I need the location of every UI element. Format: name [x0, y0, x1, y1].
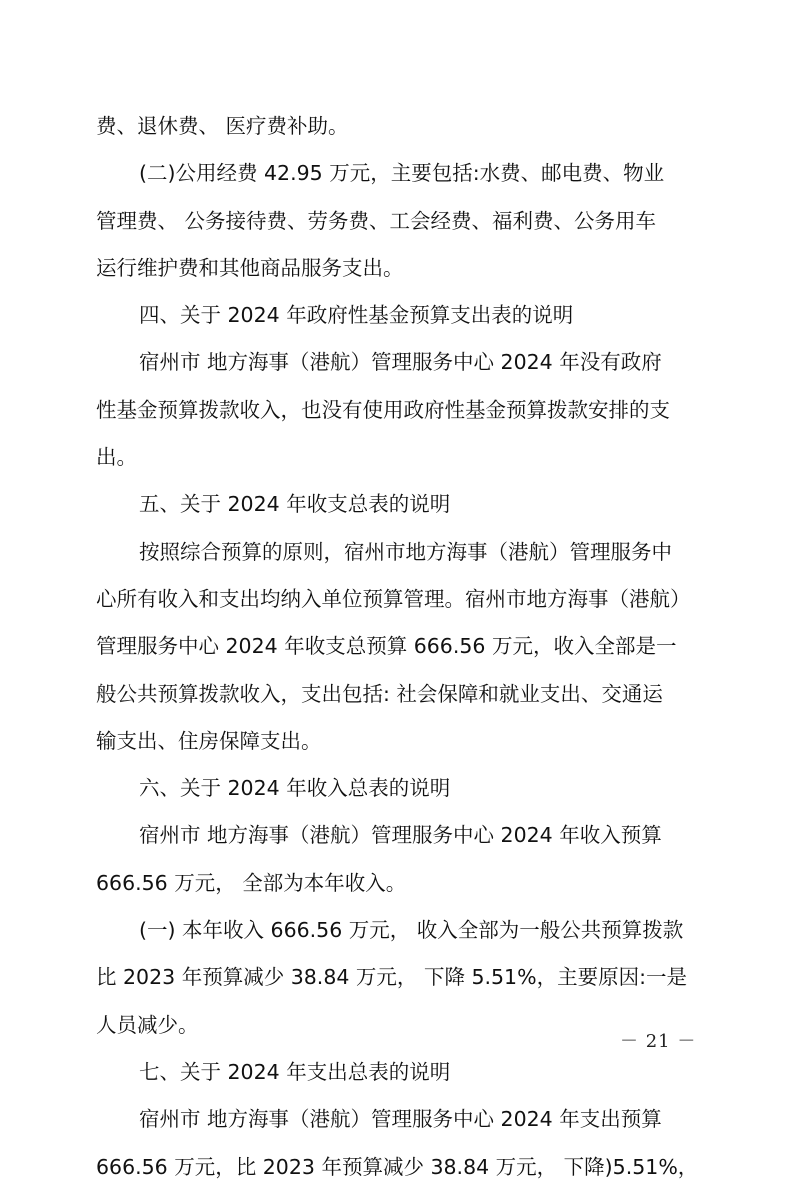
text-line: 比 2023 年预算减少 38.84 万元， 下降 5.51%，主要原因:一是 — [96, 965, 687, 990]
section-heading: 四、关于 2024 年政府性基金预算支出表的说明 — [139, 303, 574, 328]
text-line: (一) 本年收入 666.56 万元， 收入全部为一般公共预算拨款 — [139, 918, 684, 943]
text-line: 按照综合预算的原则，宿州市地方海事（港航）管理服务中 — [139, 539, 672, 564]
text-line: 666.56 万元， 全部为本年收入。 — [96, 870, 407, 895]
text-line: 输支出、住房保障支出。 — [96, 728, 322, 753]
section-heading: 五、关于 2024 年收支总表的说明 — [139, 492, 451, 517]
text-line: 管理费、 公务接待费、劳务费、工会经费、福利费、公务用车 — [96, 208, 657, 233]
text-line: 出。 — [96, 445, 137, 470]
text-line: 宿州市 地方海事（港航）管理服务中心 2024 年没有政府 — [139, 350, 662, 375]
text-line: 性基金预算拨款收入，也没有使用政府性基金预算拨款安排的支 — [96, 397, 670, 422]
text-line: 宿州市 地方海事（港航）管理服务中心 2024 年支出预算 — [139, 1107, 662, 1132]
page-number: － 21 － — [620, 1031, 697, 1052]
section-heading: 六、关于 2024 年收入总表的说明 — [139, 776, 451, 801]
text-line: 费、退休费、 医疗费补助。 — [96, 114, 349, 138]
text-line: 666.56 万元，比 2023 年预算减少 38.84 万元， 下降)5.51%， — [96, 1154, 699, 1179]
text-line: 管理服务中心 2024 年收支总预算 666.56 万元，收入全部是一 — [96, 634, 677, 659]
text-line: (二)公用经费 42.95 万元，主要包括:水费、邮电费、物业 — [139, 161, 665, 186]
text-line: 宿州市 地方海事（港航）管理服务中心 2024 年收入预算 — [139, 823, 662, 848]
text-line: 运行维护费和其他商品服务支出。 — [96, 255, 404, 280]
body-text — [96, 103, 699, 1191]
text-line: 心所有收入和支出均纳入单位预算管理。宿州市地方海事（港航） — [96, 586, 691, 611]
section-heading: 七、关于 2024 年支出总表的说明 — [139, 1059, 451, 1084]
text-line: 人员减少。 — [96, 1012, 199, 1037]
text-line: 般公共预算拨款收入，支出包括: 社会保障和就业支出、交通运 — [96, 681, 663, 706]
